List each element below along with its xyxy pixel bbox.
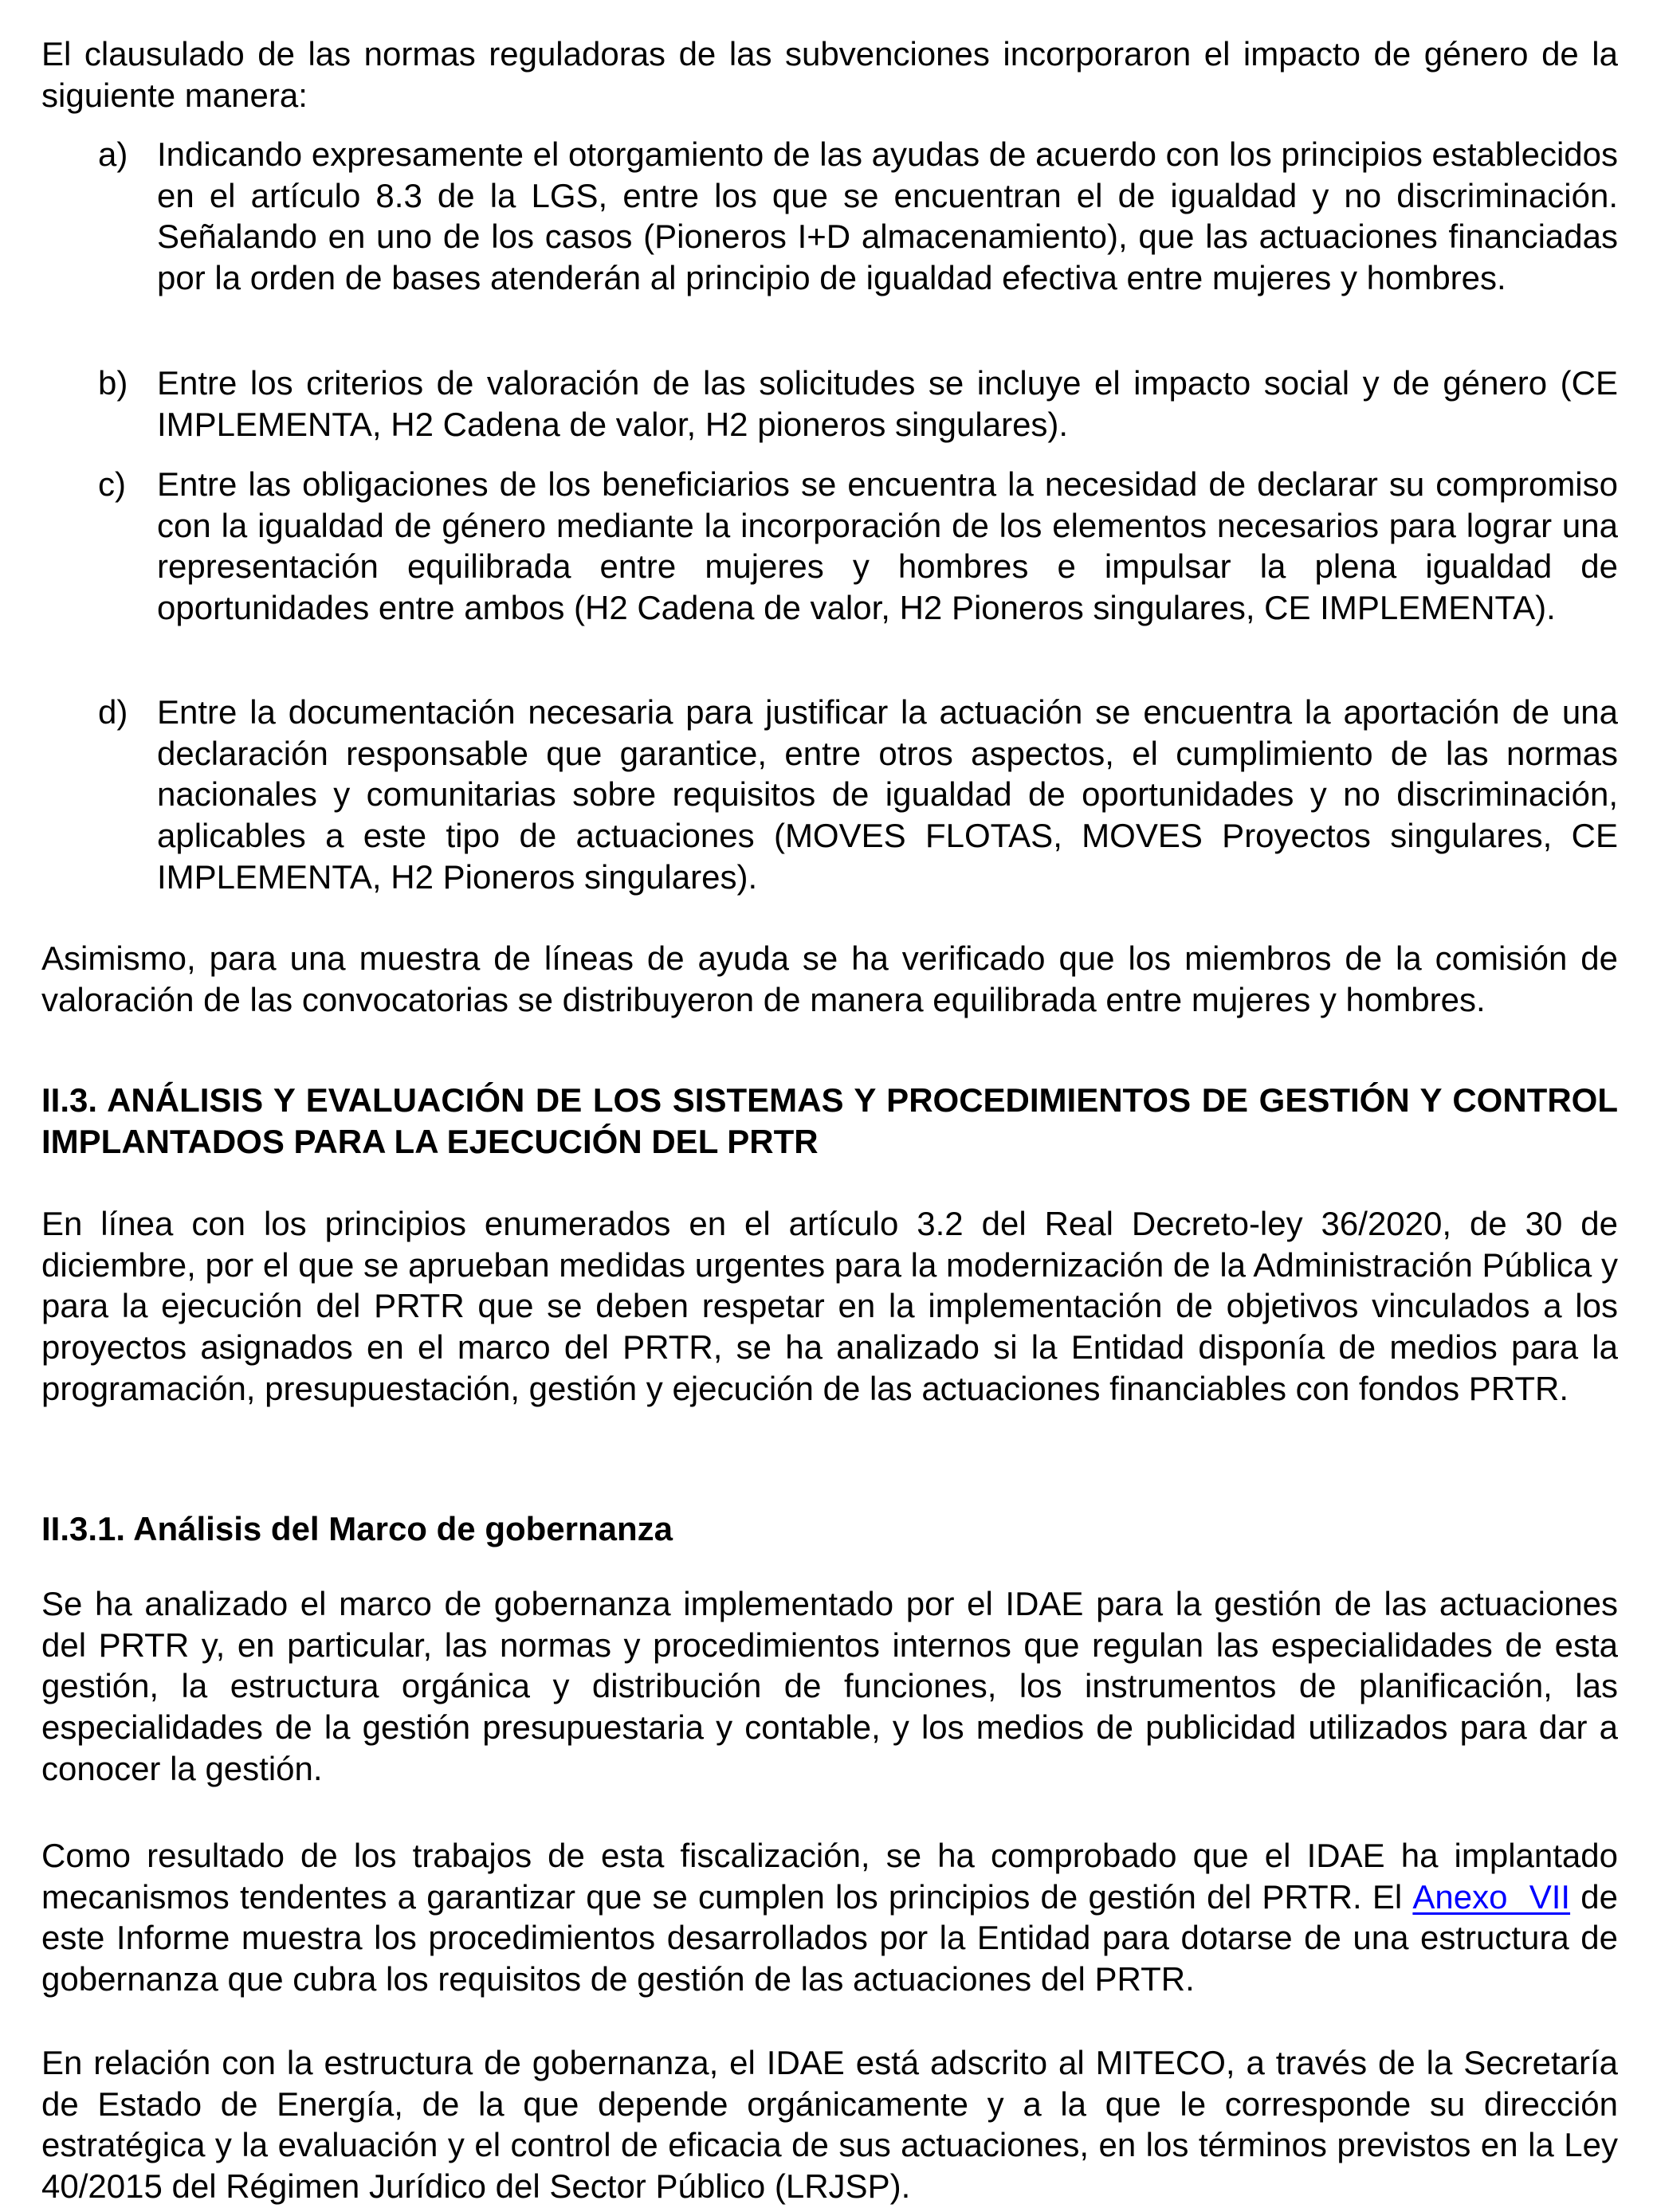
list-item-c <box>41 464 1618 670</box>
list-marker: d) <box>98 693 128 731</box>
resultado-text-after: de este Informe muestra los procedimientos desarrollados por la Entidad para dotarse de una estructura de gobernanza que cubra los requisitos de gestión de las actuaciones del PRTR. <box>41 1877 1618 1998</box>
list-item-d <box>41 692 1618 898</box>
list-marker: c) <box>98 465 126 503</box>
subsection-heading: II.3.1. Análisis del Marco de gobernanza <box>41 1510 673 1547</box>
section-intro-paragraph: En línea con los principios enumerados en el artículo 3.2 del Real Decreto-ley 36/2020, de 30 de diciembre, por el que se aprueban medidas urgentes para la modernización de la Administración Pública y para la ejecución del PRTR que se deben respetar en la implementación de objetivos vinculados a los proyectos asignados en el marco del PRTR, se ha analizado si la Entidad disponía de medios para la programación, presupuestación, gestión y ejecución de las actuaciones financiables con fondos PRTR. <box>41 1205 1618 1407</box>
resultado-paragraph <box>41 1835 1618 2000</box>
estructura-paragraph: En relación con la estructura de gobernanza, el IDAE está adscrito al MITECO, a través de la Secretaría de Estado de Energía, de la que depende orgánicamente y a la que le corresponde su dirección estratégica y la evaluación y el control de eficacia de sus actuaciones, en los términos previstos en la Ley 40/2015 del Régimen Jurídico del Sector Público (LRJSP). <box>41 2044 1618 2206</box>
list-item-text: Entre las obligaciones de los beneficiarios se encuentra la necesidad de declarar su compromiso con la igualdad de género mediante la incorporación de los elementos necesarios para lograr una representación equilibrada entre mujeres y hombres e impulsar la plena igualdad de oportunidades entre ambos (H2 Cadena de valor, H2 Pioneros singulares, CE IMPLEMENTA). <box>157 465 1618 627</box>
list-item-a <box>41 134 1618 340</box>
resultado-text-before: Como resultado de los trabajos de esta fiscalización, se ha comprobado que el IDAE ha implantado mecanismos tendentes a garantizar que se cumplen los principios de gestión del PRTR. El <box>41 1837 1618 1916</box>
asimismo-paragraph: Asimismo, para una muestra de líneas de ayuda se ha verificado que los miembros de la comisión de valoración de las convocatorias se distribuyeron de manera equilibrada entre mujeres y hombres. <box>41 939 1618 1018</box>
anexo-vii-link[interactable]: Anexo VII <box>1412 1877 1571 1916</box>
list-marker: b) <box>98 364 128 402</box>
list-item-b <box>41 363 1618 445</box>
list-item-text: Indicando expresamente el otorgamiento de las ayudas de acuerdo con los principios establecidos en el artículo 8.3 de la LGS, entre los que se encuentran el de igualdad y no discriminación. Señalando en uno de los casos (Pioneros I+D almacenamiento), que las actuaciones financiadas por la orden de bases atenderán al principio de igualdad efectiva entre mujeres y hombres. <box>157 135 1618 297</box>
intro-paragraph: El clausulado de las normas reguladoras de las subvenciones incorporaron el impacto de género de la siguiente manera: <box>41 35 1618 114</box>
list-item-text: Entre la documentación necesaria para justificar la actuación se encuentra la aportación de una declaración responsable que garantice, entre otros aspectos, el cumplimiento de las normas nacionales y comunitarias sobre requisitos de igualdad de oportunidades y no discriminación, aplicables a este tipo de actuaciones (MOVES FLOTAS, MOVES Proyectos singulares, CE IMPLEMENTA, H2 Pioneros singulares). <box>157 693 1618 896</box>
section-heading: II.3. ANÁLISIS Y EVALUACIÓN DE LOS SISTEMAS Y PROCEDIMIENTOS DE GESTIÓN Y CONTROL IMPLANTADOS PARA LA EJECUCIÓN DEL PRTR <box>41 1081 1618 1160</box>
list-item-text: Entre los criterios de valoración de las solicitudes se incluye el impacto social y de género (CE IMPLEMENTA, H2 Cadena de valor, H2 pioneros singulares). <box>157 364 1618 443</box>
gobernanza-paragraph: Se ha analizado el marco de gobernanza implementado por el IDAE para la gestión de las actuaciones del PRTR y, en particular, las normas y procedimientos internos que regulan las especialidades de esta gestión, la estructura orgánica y distribución de funciones, los instrumentos de planificación, las especialidades de la gestión presupuestaria y contable, y los medios de publicidad utilizados para dar a conocer la gestión. <box>41 1585 1618 1787</box>
list-marker: a) <box>98 135 128 173</box>
